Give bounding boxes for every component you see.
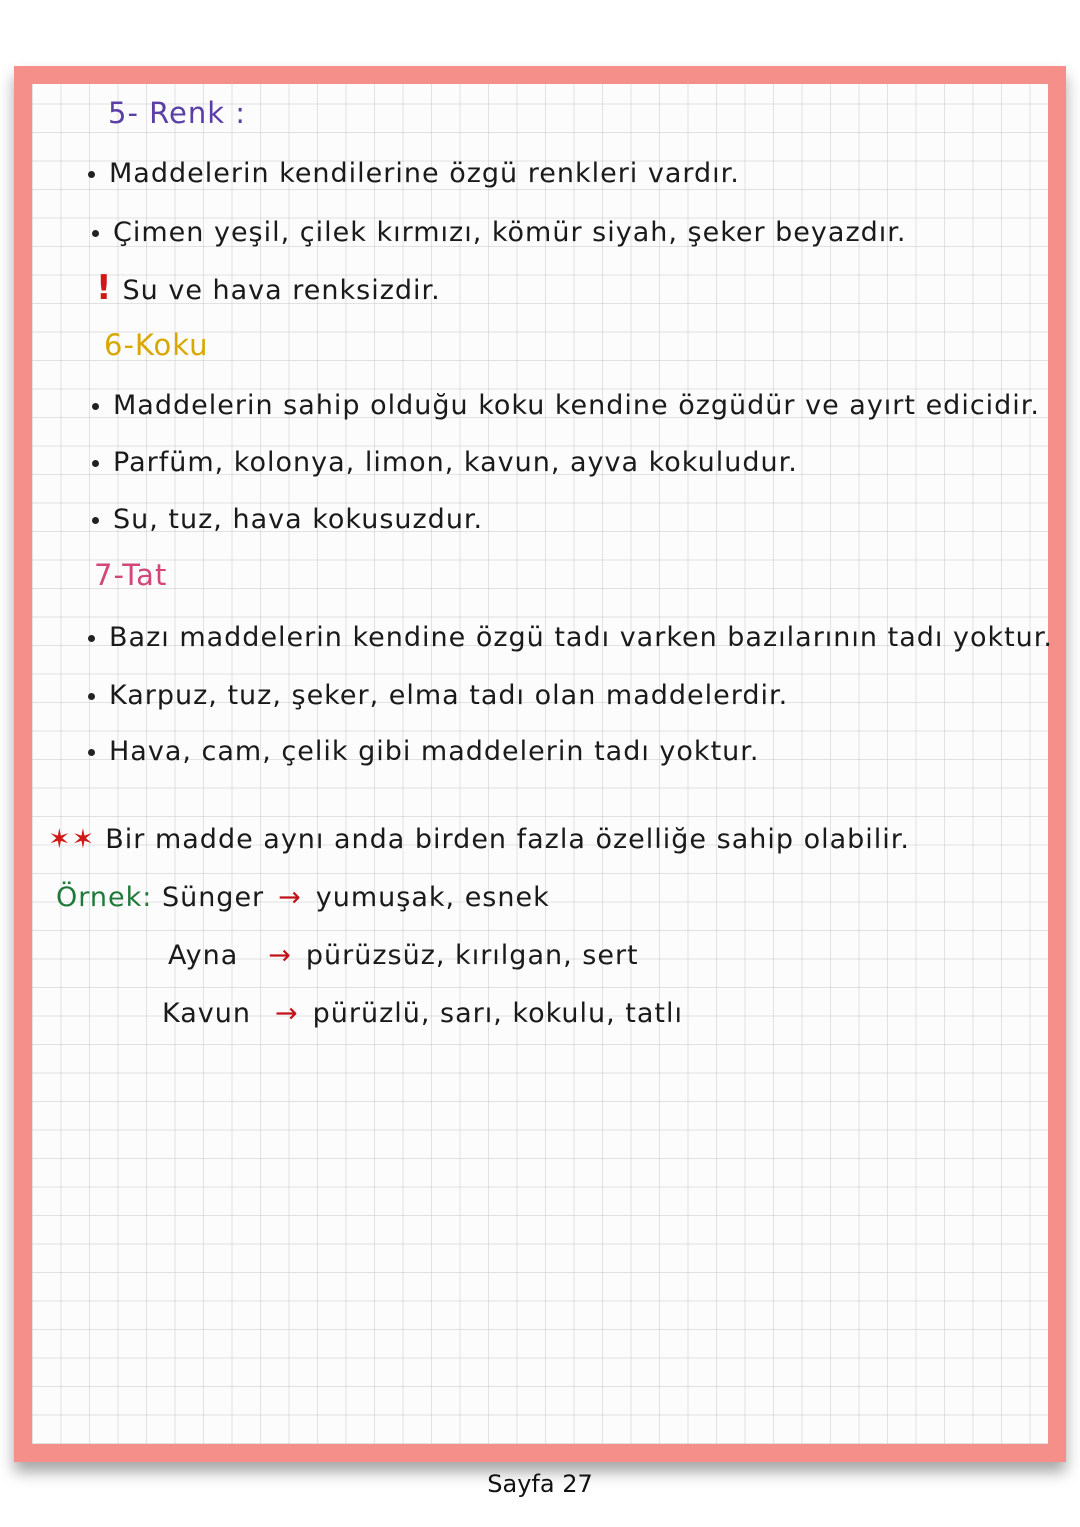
bullet-icon [88,171,95,178]
star-icon: ✶✶ [48,824,96,855]
bullet-text: Maddelerin kendilerine özgü renkleri vardır. [109,158,740,189]
arrow-icon: → [274,998,299,1029]
bullet-line [92,504,483,535]
example-props: pürüzlü, sarı, kokulu, tatlı [312,998,684,1029]
example-item: Ayna [168,940,239,971]
bullet-icon [92,230,99,237]
bullet-text: Bazı maddelerin kendine özgü tadı varken bazılarının tadı yoktur. [109,622,1054,653]
bullet-icon [92,403,99,410]
bullet-line [88,680,788,711]
example-props: pürüzsüz, kırılgan, sert [305,940,639,971]
bullet-line [88,736,759,767]
note-line [48,824,910,855]
warning-line [96,268,441,308]
arrow-icon: → [278,882,302,913]
bullet-line [88,622,1053,653]
bullet-text: Su, tuz, hava kokusuzdur. [113,504,484,535]
heading-koku: 6-Koku [104,328,209,362]
example-row [56,882,550,913]
bullet-icon [88,749,95,756]
page-frame [14,66,1066,1462]
bullet-line [92,217,906,248]
bullet-text: Parfüm, kolonya, limon, kavun, ayva kokuludur. [113,447,798,478]
heading-renk: 5- Renk : [108,96,246,130]
bullet-line [92,447,798,478]
bullet-line [92,390,1040,421]
bullet-icon [88,635,95,642]
example-row [162,998,683,1029]
bullet-icon [92,517,99,524]
exclamation-icon: ! [96,268,113,308]
bullet-text: Çimen yeşil, çilek kırmızı, kömür siyah, şeker beyazdır. [113,217,907,248]
note-text: Bir madde aynı anda birden fazla özelliğe sahip olabilir. [105,824,910,855]
example-row [168,940,639,971]
warning-text: Su ve hava renksizdir. [122,275,441,306]
page-number: Sayfa 27 [487,1470,593,1498]
bullet-text: Karpuz, tuz, şeker, elma tadı olan maddelerdir. [109,680,789,711]
bullet-icon [88,693,95,700]
example-label: Örnek: [56,882,153,913]
example-item: Kavun [162,998,251,1029]
heading-tat: 7-Tat [94,558,168,592]
bullet-icon [92,460,99,467]
grid-paper [32,84,1054,1444]
bullet-line [88,158,740,189]
arrow-icon: → [268,940,292,971]
bullet-text: Hava, cam, çelik gibi maddelerin tadı yoktur. [109,736,760,767]
bullet-text: Maddelerin sahip olduğu koku kendine özgüdür ve ayırt edicidir. [113,390,1041,421]
example-props: yumuşak, esnek [315,882,550,913]
example-item: Sünger [161,882,265,913]
